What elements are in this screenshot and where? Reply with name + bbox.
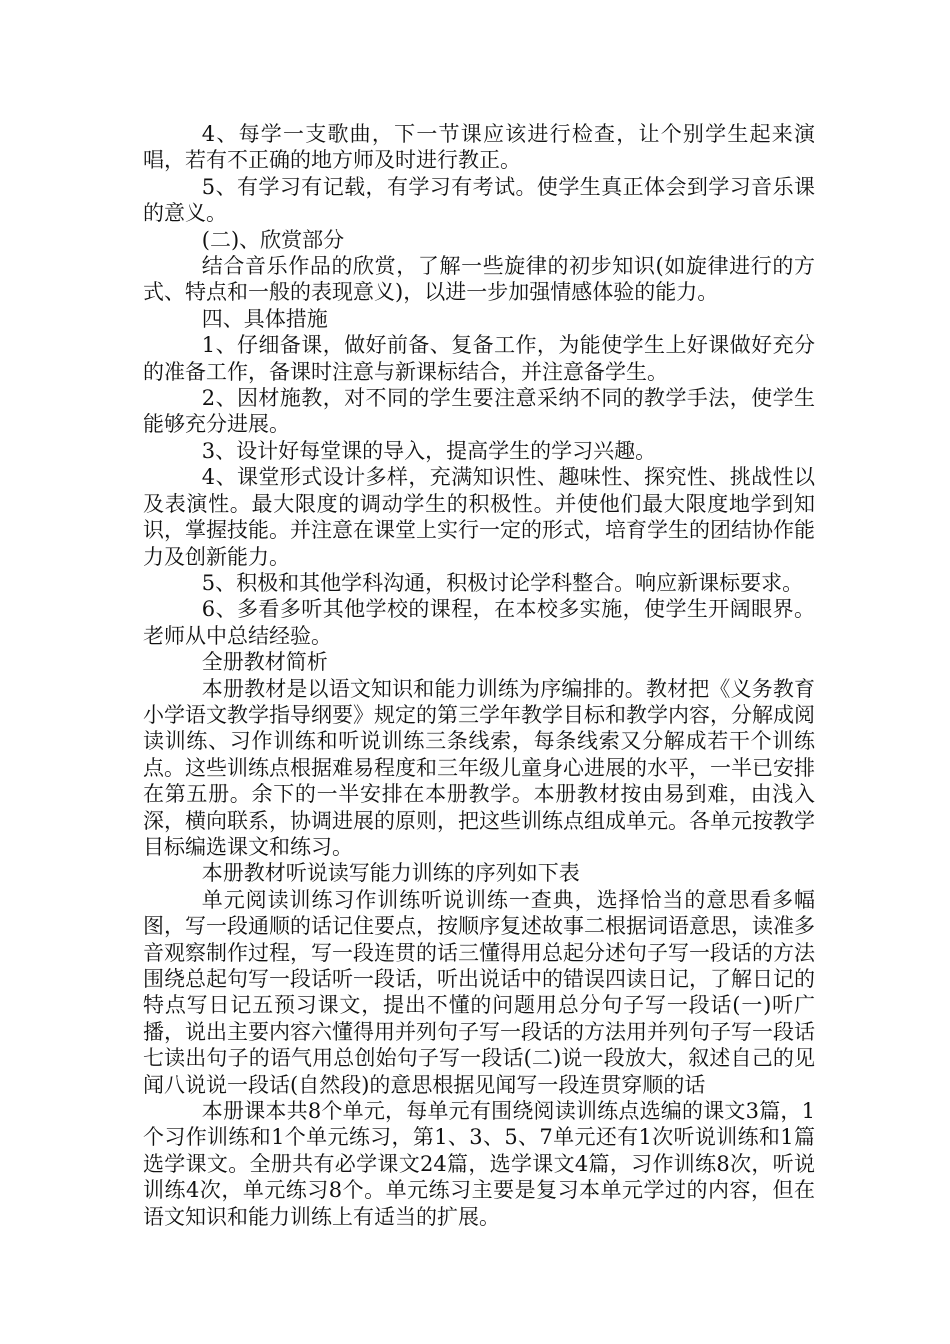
paragraph-8: 5、积极和其他学科沟通，积极讨论学科整合。响应新课标要求。: [201, 570, 804, 595]
section-heading-measures: 四、具体措施: [201, 306, 328, 331]
paragraph-12: 单元阅读训练习作训练听说训练一查典，选择恰当的意思看多幅图，写一段通顺的话记住要点，按顺序复述故事二根据词语意思，读准多音观察制作过程，写一段连贯的话三懂得用总起分述句子写一段话的方法围绕总起句写一段话听一段话，听出说话中的错误四读日记，了解日记的特点写日记五预习课文，提出不懂的问题用总分句子写一段话(一)听广播，说出主要内容六懂得用并列句子写一段话的方法用并列句子写一段话七读出句子的语气用总创始句子写一段话(二)说一段放大，叙述自己的见闻八说说一段话(自然段)的意思根据见闻写一段连贯穿顺的话: [143, 887, 815, 1097]
section-heading-textbook-analysis: 全册教材简析: [201, 650, 328, 675]
section-heading-appreciation: (二)、欣赏部分: [201, 227, 345, 252]
paragraph-6: 3、设计好每堂课的导入，提高学生的学习兴趣。: [201, 438, 657, 463]
paragraph-10: 本册教材是以语文知识和能力训练为序编排的。教材把《义务教育小学语文教学指导纲要》规定的第三学年教学目标和教学内容，分解成阅读训练、习作训练和听说训练三条线索，每条线索又分解成若干个训练点。这些训练点根据难易程度和三年级儿童身心进展的水平，一半已安排在第五册。余下的一半安排在本册教学。本册教材按由易到难，由浅入深，横向联系，协调进展的原则，把这些训练点组成单元。各单元按教学目标编选课文和练习。: [143, 676, 815, 859]
paragraph-9: 6、多看多听其他学校的课程，在本校多实施，使学生开阔眼界。老师从中总结经验。: [143, 597, 815, 648]
paragraph-5: 2、因材施教，对不同的学生要注意采纳不同的教学手法，使学生能够充分进展。: [143, 386, 815, 437]
paragraph-7: 4、课堂形式设计多样，充满知识性、趣味性、探究性、挑战性以及表演性。最大限度的调动学生的积极性。并使他们最大限度地学到知识，掌握技能。并注意在课堂上实行一定的形式，培育学生的团结协作能力及创新能力。: [143, 465, 815, 569]
paragraph-4: 1、仔细备课，做好前备、复备工作，为能使学生上好课做好充分的准备工作，备课时注意与新课标结合，并注意备学生。: [143, 333, 815, 384]
paragraph-1: 4、每学一支歌曲，下一节课应该进行检查，让个别学生起来演唱，若有不正确的地方师及时进行教正。: [143, 122, 815, 173]
document-body: [143, 121, 815, 1230]
paragraph-3: 结合音乐作品的欣赏，了解一些旋律的初步知识(如旋律进行的方式、特点和一般的表现意义)，以进一步加强情感体验的能力。: [143, 254, 815, 305]
paragraph-2: 5、有学习有记载，有学习有考试。使学生真正体会到学习音乐课的意义。: [143, 174, 815, 226]
paragraph-11: 本册教材听说读写能力训练的序列如下表: [201, 861, 580, 886]
paragraph-13: 本册课本共8个单元，每单元有围绕阅读训练点选编的课文3篇，1个习作训练和1个单元练习，第1、3、5、7单元还有1次听说训练和1篇选学课文。全册共有必学课文24篇，选学课文4篇，习作训练8次，听说训练4次，单元练习8个。单元练习主要是复习本单元学过的内容，但在语文知识和能力训练上有适当的扩展。: [143, 1099, 815, 1229]
